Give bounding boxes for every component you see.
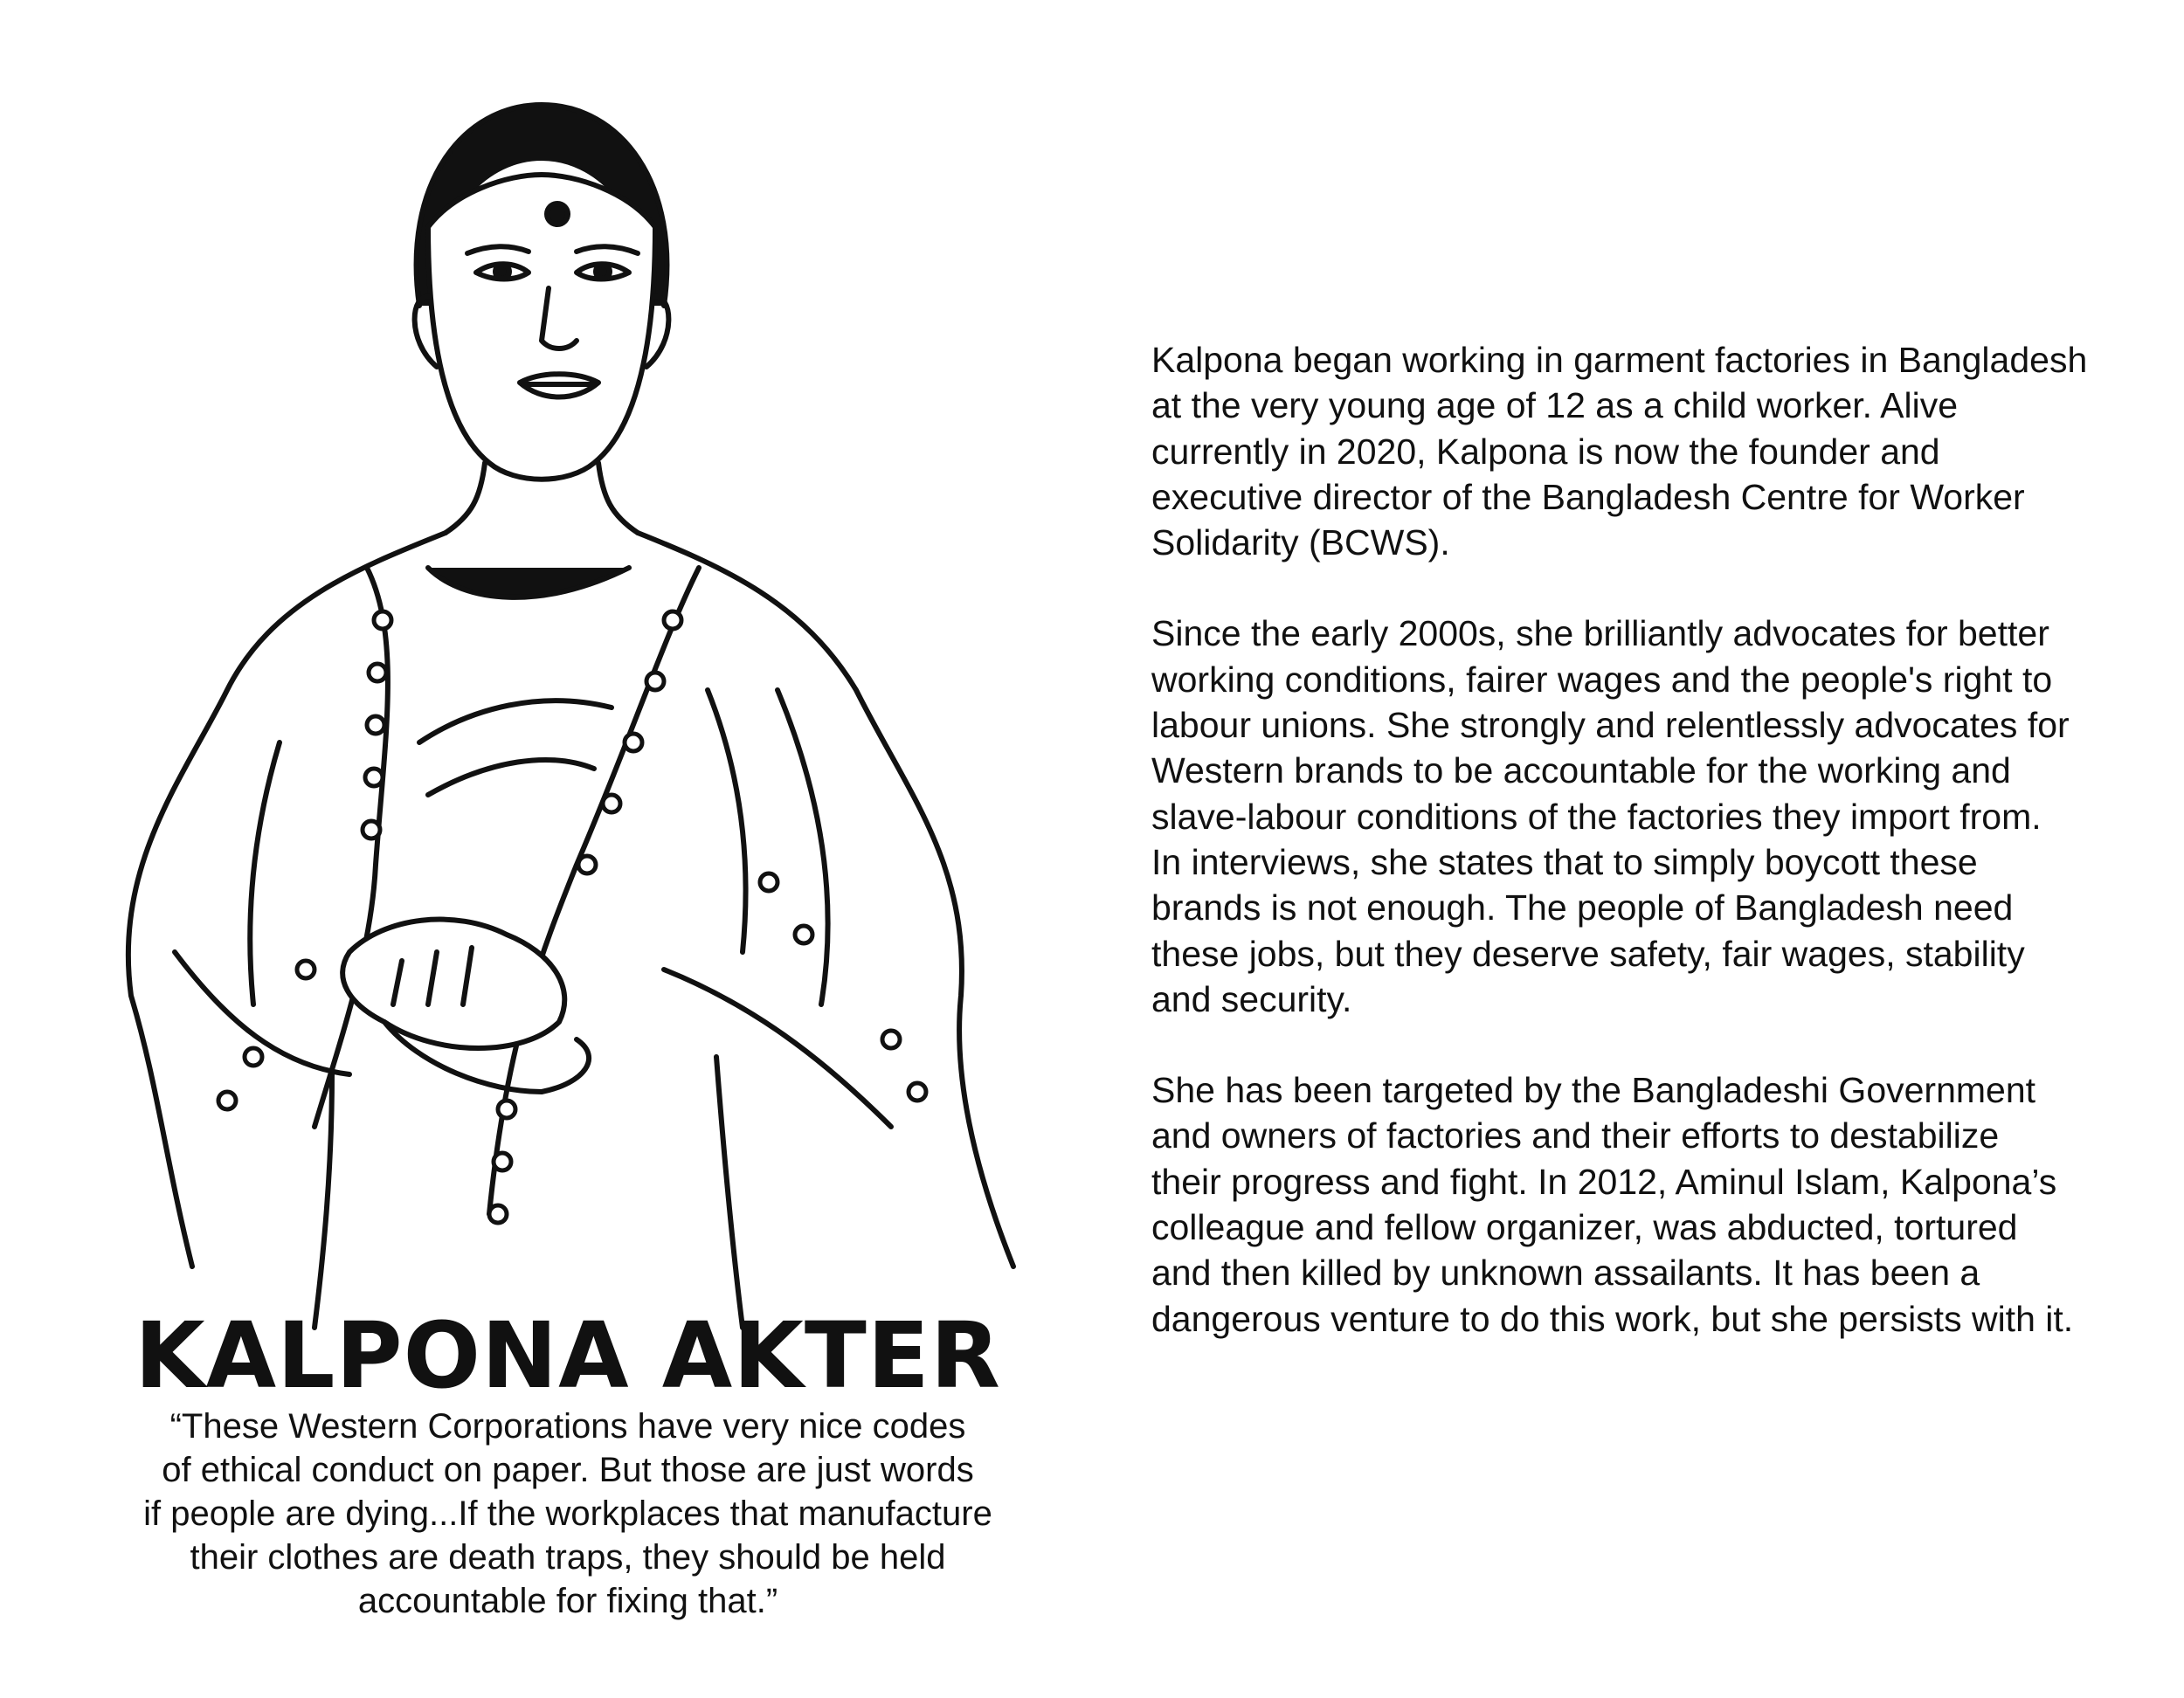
bio-line: labour unions. She strongly and relentlessly advocates for [1151,705,2070,746]
person-name: KALPONA AKTER [135,1302,1001,1409]
bio-line: Western brands to be accountable for the working and [1151,750,2011,791]
shawl-outline [128,533,446,1267]
bio-line: brands is not enough. The people of Bangladesh need [1151,887,2014,928]
bio-line: She has been targeted by the Bangladeshi Government [1151,1070,2036,1111]
bio-line: working conditions, fairer wages and the people's right to [1151,659,2053,700]
bio-line: currently in 2020, Kalpona is now the founder and [1151,431,1940,472]
bio-line: these jobs, but they deserve safety, fair wages, stability [1151,933,2025,974]
quote-line: of ethical conduct on paper. But those are just words [162,1451,974,1489]
bindi [547,204,568,224]
bio-line: Kalpona began working in garment factories in Bangladesh [1151,340,2088,380]
bio-line: and then killed by unknown assailants. It has been a [1151,1253,1980,1294]
bio-line: Since the early 2000s, she brilliantly advocates for better [1151,613,2049,654]
bio-paragraph-3 [1151,1067,2165,1342]
quote-line: accountable for fixing that.” [357,1582,778,1620]
biography [1151,337,2165,1387]
bio-paragraph-1 [1151,337,2165,565]
bio-paragraph-2 [1151,611,2165,1022]
quote-line: their clothes are death traps, they should be held [190,1538,946,1577]
quote-line: if people are dying...If the workplaces that manufacture [143,1494,992,1533]
portrait-illustration [52,79,1031,1336]
bio-line: dangerous venture to do this work, but she persists with it. [1151,1298,2074,1339]
bio-line: colleague and fellow organizer, was abducted, tortured [1151,1207,2018,1248]
bio-line: their progress and fight. In 2012, Aminul Islam, Kalpona’s [1151,1161,2057,1202]
bio-line: and security. [1151,978,1352,1019]
quote-line: “These Western Corporations have very nice codes [169,1407,966,1446]
quote [70,1405,1066,1623]
bio-line: and owners of factories and their efforts to destabilize [1151,1115,2000,1156]
bio-line: at the very young age of 12 as a child worker. Alive [1151,385,1959,426]
bio-line: executive director of the Bangladesh Centre for Worker [1151,476,2025,517]
bio-line: Solidarity (BCWS). [1151,522,1450,563]
bio-line: In interviews, she states that to simply boycott these [1151,841,1978,882]
hands [342,920,564,1048]
bio-line: slave-labour conditions of the factories they import from. [1151,796,2042,837]
